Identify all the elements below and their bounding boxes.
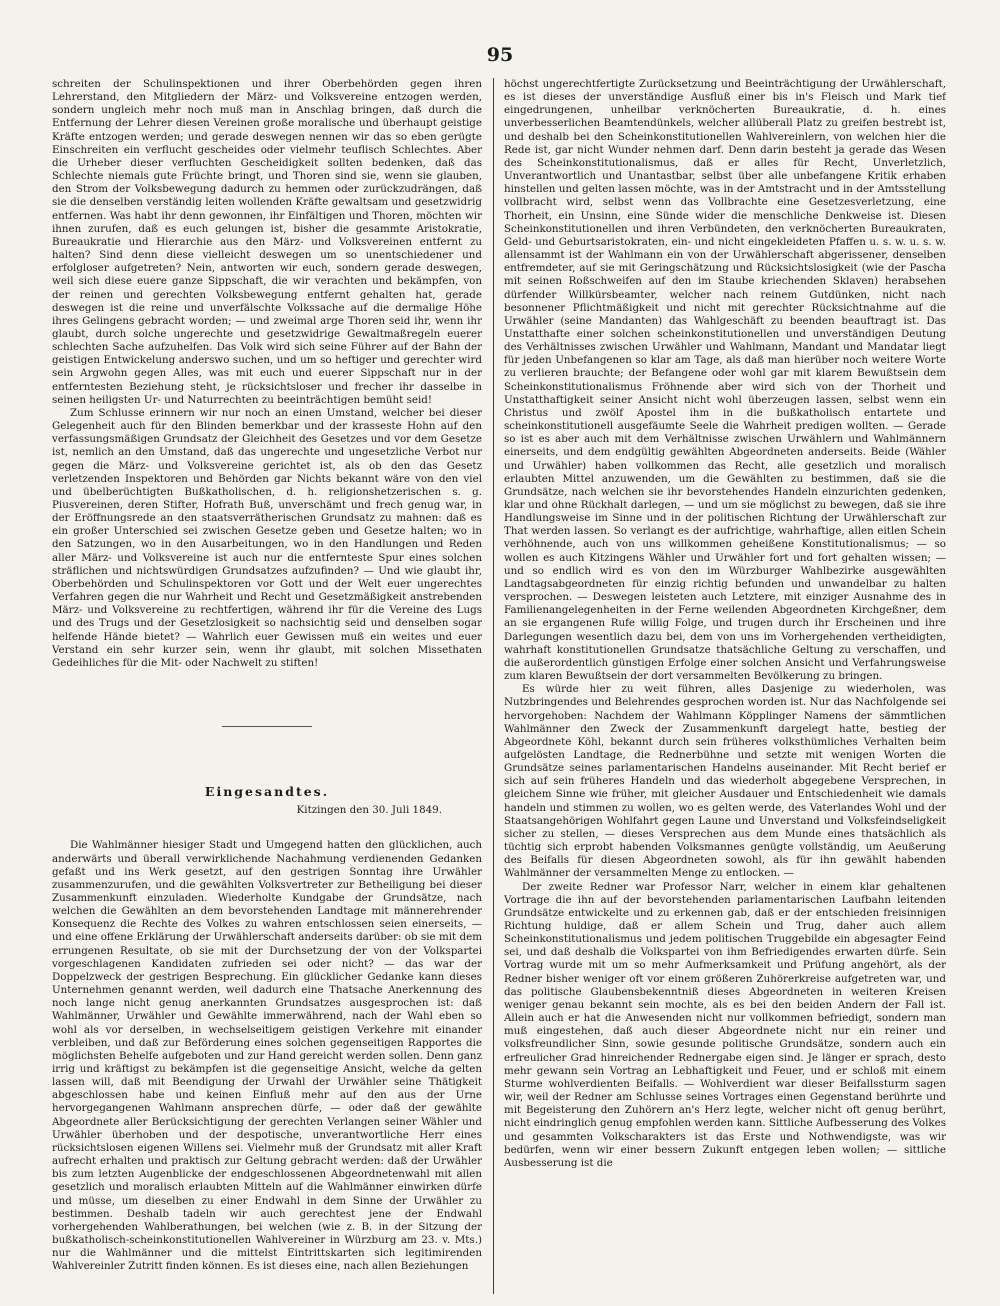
left-paragraph-3: Die Wahlmänner hiesiger Stadt und Umgegend hatten den glücklichen, auch anderwärts und überall verwirklichende Nachahmung verdienenden Gedanken gefaßt und ins Werk gesetzt, auf den gestrigen Sonntag ihre Urwähler zusammenzurufen, und die gewählten Volksvertreter zur Betheiligung bei dieser Zusammenkunft einzuladen. Wiederholte Kundgabe der Grundsätze, nach welchen die Gewählten an dem bevorstehenden Landtage mit männerehrender Konsequenz die Rechte des Volkes zu wahren entschlossen seien einerseits, — und eine offene Erklärung der Urwählerschaft anderseits darüber: ob sie mit dem errungenen Resultate, ob sie mit der Durchsetzung der von der Volkspartei vorgeschlagenen Kandidaten zufrieden sei oder nicht? — das war der Doppelzweck der gestrigen Besprechung. Ein glücklicher Gedanke kann dieses Unternehmen genannt werden, weil dadurch eine Thatsache Anerkennung des noch lange nicht genug anerkannten Grundsatzes ausgesprochen ist: daß Wahlmänner, Urwähler und Gewählte immerwährend, nach der Wahl eben so wohl als vor derselben, in wechselseitigem geistigen Verkehre mit einander verbleiben, und daß zur Beförderung eines solchen gegenseitigen Rapportes die möglichsten Behelfe aufgeboten und zur Hand gereicht werden sollen. Denn ganz irrig und kräftigst zu bekämpfen ist die gegenseitige Ansicht, welche da gelten lassen will, daß mit Beendigung der Urwahl der Urwähler seine Thätigkeit abgeschlossen habe und keinen Einfluß mehr auf den aus der Urne hervorgegangenen Wahlmann ansprechen dürfe, — oder daß der gewählte Abgeordnete aller Berücksichtigung der gerechten Verlangen seiner Wähler und Urwähler überhoben und der despotische, unverantwortliche Herr eines rücksichtslosen eigenen Willens sei. Vielmehr muß der Grundsatz mit aller Kraft aufrecht erhalten und praktisch zur Geltung gebracht werden: daß der Urwähler bis zum letzten Augenblicke der endgeschlossenen Abgeordnetenwahl mit allen gesetzlich und moralisch erlaubten Mitteln auf die Wahlmänner einwirken dürfe und müsse, um dieselben zu einer Endwahl in dem Sinne der Urwähler zu bestimmen. Deshalb tadeln wir auch gerechtest jene der Endwahl vorhergehenden Wahlberathungen, bei welchen (wie z. B. in der Sitzung der bußkatholisch-scheinkonstitutionellen Wahlvereiner in Würzburg am 23. v. Mts.) nur die Wahlmänner und die mittelst Eintrittskarten sich legitimirenden Wahlvereinler Zutritt finden können. Es ist dieses eine, nach allen Beziehungen bbox=[52, 839, 482, 1273]
section-heading: Eingesandtes. bbox=[204, 784, 330, 800]
right-column bbox=[504, 78, 946, 1298]
left-paragraph-1: schreiten der Schulinspektionen und ihrer Oberbehörden gegen ihren Lehrerstand, den Mitgliedern der März- und Volksvereine entzogen werden, sondern ungleich mehr noch muß man in Anschlag bringen, daß durch die Entfernung der Lehrer diesen Vereinen große moralische und überhaupt geistige Kräfte entzogen werden; und gerade deswegen nennen wir das so eben gerügte Einschreiten ein verflucht gescheides oder vielmehr teuflisch Schlechtes. Aber die Urheber dieser verfluchten Gescheidigkeit sollten bedenken, daß das Schlechte niemals gute Früchte bringt, und Thoren sind sie, wenn sie glauben, den Strom der Volksbewegung dadurch zu hemmen oder zurückzudrängen, daß sie die denselben verständig leiten wollenden Kräfte gewaltsam und gesetzwidrig entfernen. Was habt ihr denn gewonnen, ihr Einfältigen und Thoren, möchten wir ihnen zurufen, daß es euch gelungen ist, bisher die gesammte Aristokratie, Bureaukratie und Hierarchie aus den März- und Volksvereinen entfernt zu halten? Sind denn diese vielleicht deswegen um so unentschiedener und erfolgloser aufgetreten? Nein, antworten wir euch, sondern gerade deswegen, weil sich diese euere ganze Sippschaft, die wir verachten und bekämpfen, von der reinen und gerechten Volksbewegung entfernt gehalten hat, gerade deswegen ist die reine und unverfälschte Volkssache auf die dermalige Höhe ihres Gelingens gebracht worden; — und zweimal arge Thoren seid ihr, wenn ihr glaubt, durch solche ungerechte und gesetzwidrige Gewaltmaßregeln euerer schlechten Sache aufzuhelfen. Das Volk wird sich seine Führer auf der Bahn der geistigen Entwickelung anderswo suchen, und um so heftiger und gerechter wird sein Argwohn gegen Alles, was mit euch und euerer Sippschaft nur in der entferntesten Beziehung steht, je rücksichtsloser und frecher ihr dasselbe in seinen heiligsten Ur- und Naturrechten zu beeinträchtigen bemüht seid! bbox=[52, 78, 482, 406]
section-divider bbox=[222, 726, 312, 727]
right-paragraph-3: Der zweite Redner war Professor Narr, welcher in einem klar gehaltenen Vortrage die ihn auf der bevorstehenden parlamentarischen Laufbahn leitenden Grundsätze entwickelte und zu erkennen gab, daß er der entschieden freisinnigen Richtung huldige, daß er allem Schein und Trug, daher auch allem Scheinkonstitutionalismus und jedem politischen Truggebilde ein abgesagter Feind sei, und daß deshalb die Volkspartei von ihm Befriedigendes erwarten dürfe. Sein Vortrag wurde mit um so mehr Aufmerksamkeit und Prüfung angehört, als der Redner bisher weniger oft vor einem größeren Zuhörerkreise aufgetreten war, und das politische Glaubensbekenntniß dieses Abgeordneten in weiteren Kreisen weniger genau bekannt sein mochte, als es bei den beiden Andern der Fall ist. Allein auch er hat die Anwesenden nicht nur vollkommen befriedigt, sondern man muß eingestehen, daß auch dieser Abgeordnete nicht nur ein reiner und volksfreundlicher Sinn, sowie gesunde politische Grundsätze, sondern auch ein erfreulicher Grad hinreichender Rednergabe eigen sind. Je länger er sprach, desto mehr gewann sein Vortrag an Lebhaftigkeit und Feuer, und er schloß mit einem Sturme wohlverdienten Beifalls. — Wohlverdient war dieser Beifallssturm sagen wir, weil der Redner am Schlusse seines Vortrages einen Gegenstand berührte und mit Begeisterung den Zuhörern an's Herz legte, welcher nicht oft genug berührt, nicht eindringlich genug empfohlen werden kann. Sittliche Aufbesserung des Volkes und gesammten Volkscharakters ist das Erste und Nothwendigste, was wir bedürfen, wenn wir einer bessern Zukunft entgegen leben wollen; — sittliche Ausbesserung ist die bbox=[504, 880, 946, 1169]
column-rule bbox=[493, 78, 494, 1294]
left-column bbox=[52, 78, 482, 1298]
left-paragraph-2: Zum Schlusse erinnern wir nur noch an einen Umstand, welcher bei dieser Gelegenheit auch für den Blinden bemerkbar und der krasseste Hohn auf den verfassungsmäßigen Grundsatz der Gleichheit des Gesetzes und vor dem Gesetze ist, nemlich an den Umstand, daß das ungerechte und ungesetzliche Verbot nur gegen die März- und Volksvereine gerichtet ist, als ob den das Gesetz verletzenden Inspektoren und Behörden gar Nichts bekannt wäre von den viel und übelberüchtigten Bußkatholischen, d. h. religionshetzerischen s. g. Piusvereinen, deren Stifter, Hofrath Buß, unverschämt und frech genug war, in der Eröffnungsrede an den staatsverrätherischen Grundsatz zu mahnen: daß es ein großer Unterschied sei zwischen Gesetze geben und Gesetze halten; wo in den Satzungen, wo in den Ausarbeitungen, wo in den Handlungen und Reden aller März- und Volksvereine ist auch nur die entfernteste Spur eines solchen sträflichen und nichtswürdigen Grundsatzes aufzufinden? — Und wie glaubt ihr, Oberbehörden und Schulinspektoren vor Gott und der Welt euer ungerechtes Verfahren gegen die nur Wahrheit und Recht und Gesetzmäßigkeit anstrebenden März- und Volksvereine zu rechtfertigen, während ihr für die Vereine des Lugs und des Trugs und der Gesetzlosigkeit so nachsichtig seid und denselben sogar helfende Hände bietet? — Wahrlich euer Gewissen muß ein weites und euer Verstand ein sehr kurzer sein, wenn ihr glaubt, mit solchen Missethaten Gedeihliches für die Mit- oder Nachwelt zu stiften! bbox=[52, 406, 482, 669]
dateline: Kitzingen den 30. Juli 1849. bbox=[296, 804, 442, 817]
right-paragraph-1: höchst ungerechtfertigte Zurücksetzung und Beeinträchtigung der Urwählerschaft, es ist dieses der unverständige Ausfluß einer bis in's Fleisch und Mark tief eingedrungenen, unheilbar verknöcherten Bureaukratie, d. h. eines unverbesserlichen Beamtendünkels, welcher allüberall Platz zu greifen bestrebt ist, und deshalb bei den Scheinkonstitutionellen Wahlvereinlern, von welchen hier die Rede ist, gar nicht Wunder nehmen darf. Denn darin besteht ja gerade das Wesen des Scheinkonstitutionalismus, daß er alles für Recht, Unverletzlich, Unverantwortlich und Unantastbar, selbst über alle unbefangene Kritik erhaben hinstellen und gelten lassen möchte, was in der Amtstracht und in der Amtsstellung vollbracht wird, selbst wenn das Vollbrachte eine Gesetzesverletzung, eine Thorheit, ein Unsinn, eine Sünde wider die menschliche Denkweise ist. Diesen Scheinkonstitutionellen und ihren Verbündeten, den verknöcherten Bureaukraten, Geld- und Geburtsaristokraten, ein- und nicht eingekleideten Pfaffen u. s. w. u. s. w. allensammt ist der Wahlmann ein von der Urwählerschaft abgerissener, denselben entfremdeter, auf sie mit Geringschätzung und Rücksichtslosigkeit (wie der Pascha mit seinen Roßschweifen auf den im Staube kriechenden Sklaven) herabsehen dürfender Willkürsbeamter, welcher nach reinem Gutdünken, nicht nach besonnener Pflichtmäßigkeit und nicht mit gerechter Rücksichtnahme auf die Urwähler (seine Mandanten) das Wahlgeschäft zu beenden beauftragt ist. Das Unstatthafte einer solchen scheinkonstitutionellen und unverständigen Deutung des Verhältnisses zwischen Urwähler und Wahlmann, Mandant und Mandatar liegt für jeden Unbefangenen so klar am Tage, als daß man hierüber noch weitere Worte zu verlieren brauchte; der Befangene oder wohl gar mit klarem Bewußtsein dem Scheinkonstitutionalismus Fröhnende aber wird sich von der Thorheit und Unstatthaftigkeit seiner Ansicht nicht wohl überzeugen lassen, selbst wenn ein Christus und zwölf Apostel ihm in die bußkatholisch entartete und scheinkonstitutionell ausgefäumte Seele die Wahrheit predigen wollten. — Gerade so ist es aber auch mit dem Verhältnisse zwischen Urwählern und Wahlmännern einerseits, und dem endgültig gewählten Abgeordneten anderseits. Beide (Wähler und Urwähler) haben vollkommen das Recht, alle gesetzlich und moralisch erlaubten Mittel anzuwenden, um die Gewählten zu bestimmen, daß sie die Grundsätze, nach welchen sie ihr bevorstehendes Handeln einzurichten gedenken, klar und ohne Rückhalt darlegen, — und um sie möglichst zu bewegen, daß sie ihre Handlungsweise im Sinne und in der politischen Richtung der Urwählerschaft zur That werden lassen. So verlangt es der aufrichtige, wahrhaftige, allen eitlen Schein verhöhnende, auch von uns willkommen geheißene Konstitutionalismus; — so wollen es auch Kitzingens Wähler und Urwähler fort und fort gehalten wissen; — und so endlich wird es von den im Würzburger Wahlbezirke ausgewählten Landtagsabgeordneten für einzig richtig befunden und unwandelbar zu halten versprochen. — Deswegen leisteten auch Letztere, mit einziger Ausnahme des in Familienangelegenheiten in der Ferne weilenden Abgeordneten Kirchgeßner, dem an sie ergangenen Rufe willig Folge, und trugen durch ihr Erscheinen und ihre Darlegungen wesentlich dazu bei, dem von uns im Vorhergehenden vertheidigten, wahrhaft konstitutionellen Grundsatze thatsächliche Geltung zu verschaffen, und die außerordentlich günstigen Erfolge einer solchen Ansicht und Verfahrungsweise zum klaren Bewußtsein der dort versammelten Bevölkerung zu bringen. bbox=[504, 78, 946, 683]
right-paragraph-2: Es würde hier zu weit führen, alles Dasjenige zu wiederholen, was Nutzbringendes und Belehrendes gesprochen worden ist. Nur das Nachfolgende sei hervorgehoben: Nachdem der Wahlmann Köpplinger Namens der sämmtlichen Wahlmänner den Zweck der Zusammenkunft dargelegt hatte, bestieg der Abgeordnete Köhl, bekannt durch sein früheres volksthümliches Verhalten beim aufgelösten Landtage, die Rednerbühne und setzte mit wenigen Worten die Grundsätze seines parlamentarischen Handelns auseinander. Mit Recht berief er sich auf sein früheres Handeln und das wiederholt abgegebene Versprechen, in gleichem Sinne wie früher, mit gleicher Ausdauer und Entschiedenheit wie damals handeln und stimmen zu wollen, wo es gelten werde, des Vaterlandes Wohl und der Staatsangehörigen Wohlfahrt gegen Laune und Unverstand und Volksfeindseligkeit sicher zu stellen, — dieses Versprechen aus dem Munde eines thatsächlich als tüchtig sich erprobt habenden Volksmannes genügte vollständig, um Aeußerung des Beifalls für diesen Abgeordneten sowohl, als für ihn gewählt habenden Wahlmänner der versammelten Menge zu entlocken. — bbox=[504, 683, 946, 880]
page-number: 95 bbox=[486, 44, 514, 66]
